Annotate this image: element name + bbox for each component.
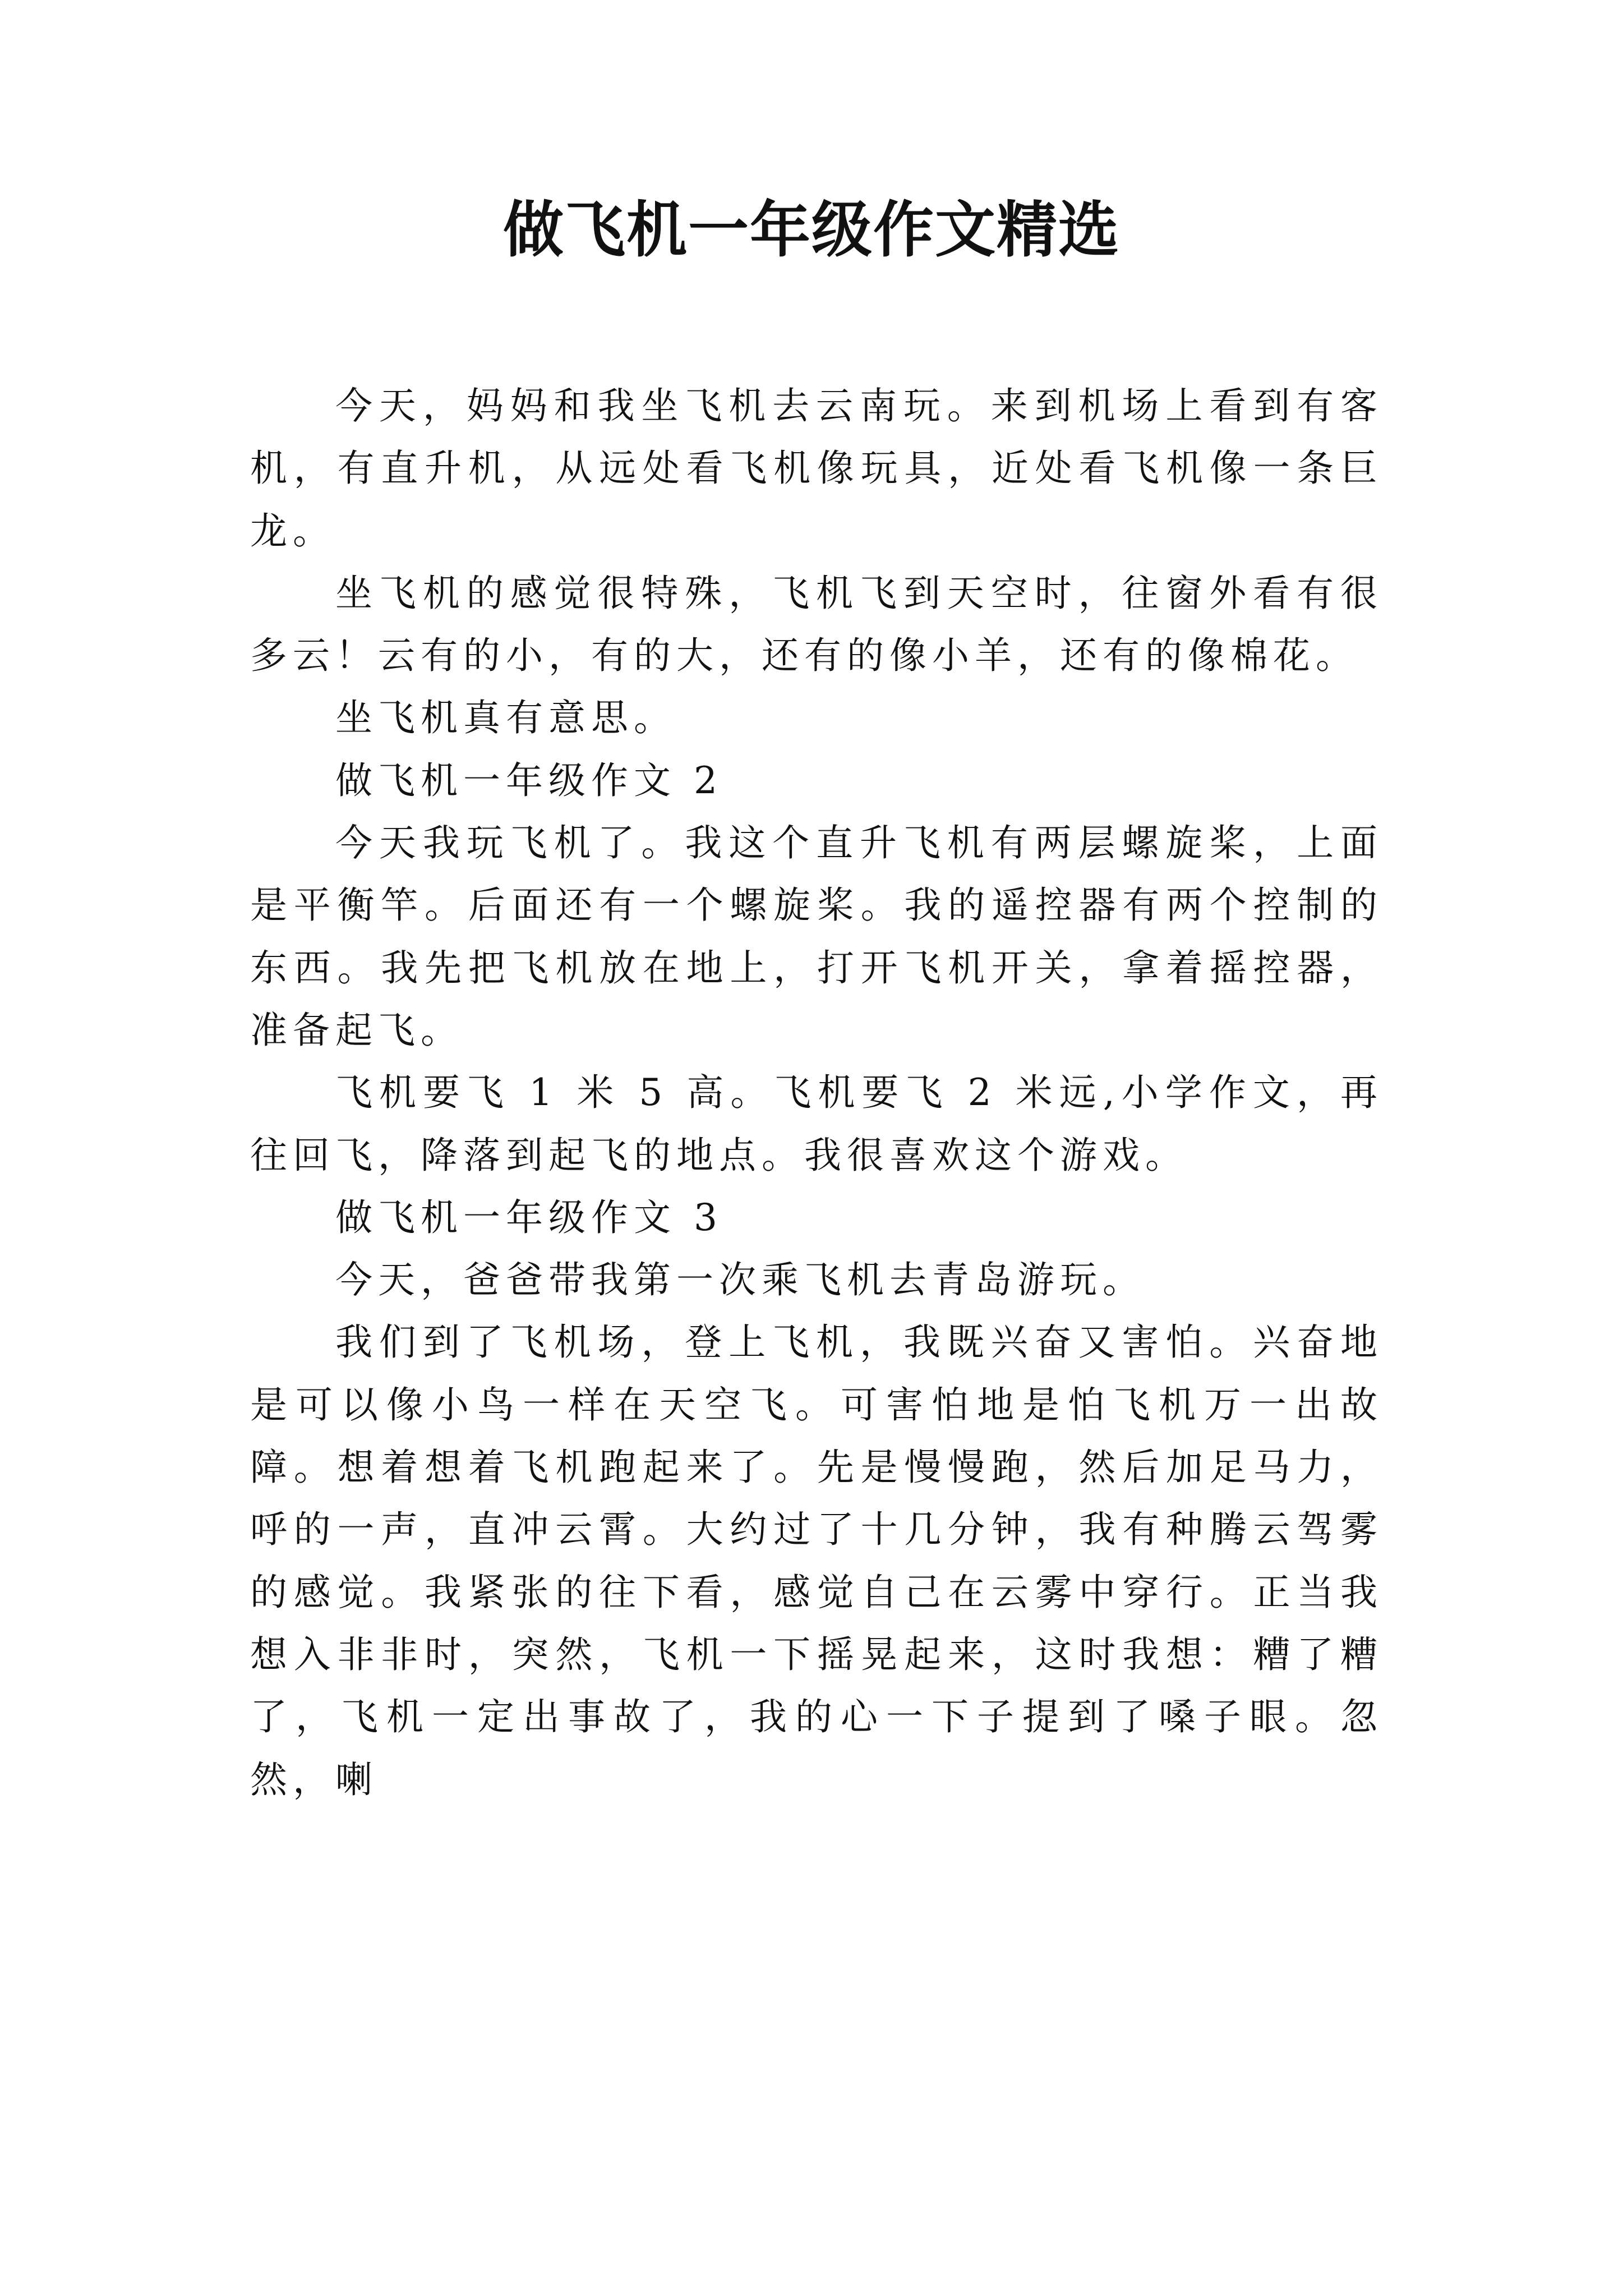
paragraph: 坐飞机的感觉很特殊，飞机飞到天空时，往窗外看有很多云！云有的小，有的大，还有的像小羊，还有的像棉花。 xyxy=(250,571,1383,678)
paragraph: 今天我玩飞机了。我这个直升飞机有两层螺旋桨，上面是平衡竿。后面还有一个螺旋桨。我的遥控器有两个控制的东西。我先把飞机放在地上，打开飞机开关，拿着摇控器，准备起飞。 xyxy=(250,821,1383,1052)
paragraph: 今天，妈妈和我坐飞机去云南玩。来到机场上看到有客机，有直升机，从远处看飞机像玩具，近处看飞机像一条巨龙。 xyxy=(250,384,1383,553)
paragraph: 飞机要飞 1 米 5 高。飞机要飞 2 米远,小学作文，再往回飞，降落到起飞的地点。我很喜欢这个游戏。 xyxy=(250,1071,1383,1177)
paragraph: 坐飞机真有意思。 xyxy=(335,696,676,740)
section-heading: 做飞机一年级作文 3 xyxy=(335,1195,723,1239)
paragraph: 今天，爸爸带我第一次乘飞机去青岛游玩。 xyxy=(335,1258,1145,1302)
paragraph: 我们到了飞机场，登上飞机，我既兴奋又害怕。兴奋地是可以像小鸟一样在天空飞。可害怕地是怕飞机万一出故障。想着想着飞机跑起来了。先是慢慢跑，然后加足马力，呼的一声，直冲云霄。大约过了十几分钟，我有种腾云驾雾的感觉。我紧张的往下看，感觉自己在云雾中穿行。正当我想入非非时，突然，飞机一下摇晃起来，这时我想：糟了糟了，飞机一定出事故了，我的心一下子提到了嗓子眼。忽然，喇 xyxy=(250,1320,1383,1801)
document-title: 做飞机一年级作文精选 xyxy=(502,195,1120,265)
document-body xyxy=(250,375,1383,1811)
section-heading: 做飞机一年级作文 2 xyxy=(335,758,723,802)
